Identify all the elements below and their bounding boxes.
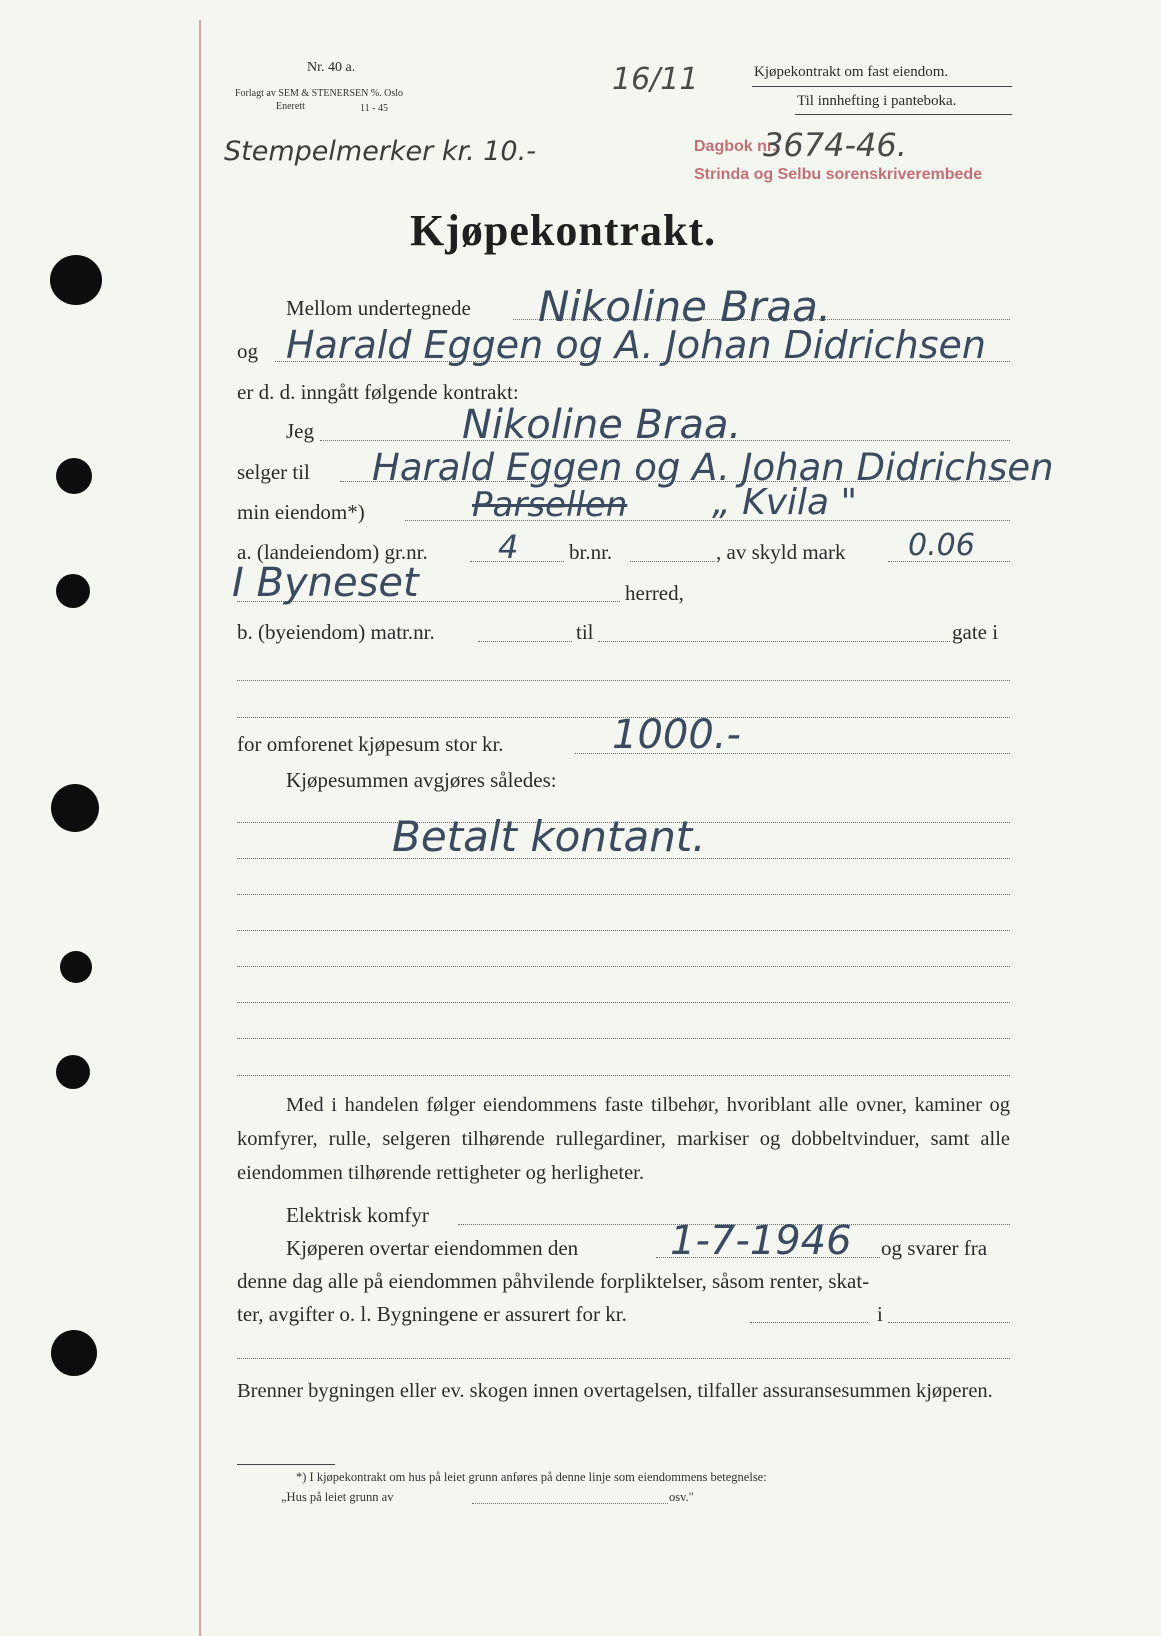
form-number: Nr. 40 a.	[307, 60, 356, 75]
blank-line	[237, 858, 1010, 859]
takeover-after: og svarer fra	[881, 1236, 988, 1260]
form-code: 11 - 45	[360, 103, 388, 114]
tax-label: , av skyld mark	[716, 540, 846, 564]
form-sub-rule	[795, 114, 1012, 115]
contract-line: er d. d. inngått følgende kontrakt:	[237, 380, 519, 404]
footnote-line2-end: osv."	[669, 1490, 694, 1504]
form-sub: Til innhefting i panteboka.	[797, 93, 957, 109]
footnote-line1: *) I kjøpekontrakt om hus på leiet grunn anføres på denne linje som eiendommens betegnelse:	[296, 1470, 767, 1484]
footnote-line2-start: „Hus på leiet grunn av	[281, 1490, 394, 1504]
blank-line	[237, 1075, 1010, 1076]
takeover-date: 1-7-1946	[670, 1218, 852, 1264]
stamp-duty-note: Stempelmerker kr. 10.-	[224, 136, 536, 167]
buyers-name: Harald Eggen og A. Johan Didrichsen	[286, 323, 986, 367]
obligations-line2: ter, avgifter o. l. Bygningene er assurert for kr.	[237, 1302, 627, 1326]
bnr-line	[630, 561, 715, 562]
property-value: „ Kvila "	[712, 482, 858, 523]
i-label: Jeg	[286, 419, 314, 443]
punch-hole	[56, 458, 92, 494]
footnote-rule	[237, 1464, 335, 1465]
gate-label: gate i	[952, 620, 999, 644]
punch-hole	[51, 784, 99, 832]
punch-hole	[50, 255, 102, 305]
insurance-place-line	[888, 1322, 1010, 1323]
blank-line	[237, 930, 1010, 931]
sell-to-value: Harald Eggen og A. Johan Didrichsen	[372, 446, 1054, 489]
form-exclusive: Enerett	[276, 101, 305, 112]
between-label: Mellom undertegnede	[286, 296, 471, 320]
dagbok-number: 3674-46.	[763, 126, 907, 164]
form-name: Kjøpekontrakt om fast eiendom.	[754, 64, 949, 80]
payment-label: Kjøpesummen avgjøres således:	[286, 768, 557, 792]
sell-to-label: selger til	[237, 460, 310, 484]
seller-name: Nikoline Braa.	[538, 282, 832, 331]
rural-label: a. (landeiendom) gr.nr.	[237, 540, 428, 564]
punch-hole	[60, 951, 92, 983]
bnr-label: br.nr.	[569, 540, 613, 564]
herred-label: herred,	[625, 581, 684, 605]
municipality-value: I Byneset	[232, 560, 419, 606]
form-publisher: Forlagt av SEM & STENERSEN %. Oslo	[235, 88, 404, 99]
dagbok-stamp-label: Dagbok nr.	[694, 138, 777, 155]
court-office-stamp: Strinda og Selbu sorenskriverembede	[694, 166, 983, 183]
obligations-line1: denne dag alle på eiendommen påhvilende forpliktelser, såsom renter, skat-	[237, 1269, 870, 1293]
tax-value: 0.06	[908, 528, 975, 563]
obligations-i: i	[877, 1302, 883, 1326]
punch-hole	[56, 1055, 90, 1089]
i-value: Nikoline Braa.	[462, 402, 742, 448]
property-label: min eiendom*)	[237, 500, 365, 524]
margin-line	[199, 20, 201, 1636]
blank-line	[237, 966, 1010, 967]
takeover-label: Kjøperen overtar eiendommen den	[286, 1236, 579, 1260]
til-label: til	[576, 620, 594, 644]
footnote-line	[472, 1503, 668, 1504]
payment-value: Betalt kontant.	[392, 812, 706, 861]
punch-hole	[51, 1330, 97, 1376]
stove-label: Elektrisk komfyr	[286, 1203, 429, 1227]
fire-paragraph: Brenner bygningen eller ev. skogen innen overtagelsen, tilfaller assuransesummen kjøperen.	[237, 1380, 993, 1402]
accessories-paragraph: Med i handelen følger eiendommens faste tilbehør, hvoriblant alle ovner, kaminer og komfyrer, rulle, selgeren tilhørende rullegardiner, markiser og dobbeltvinduer, samt alle eiendommen tilhørende rettigheter og herligheter.	[237, 1094, 1010, 1184]
urban-label: b. (byeiendom) matr.nr.	[237, 620, 435, 644]
street-line	[598, 641, 950, 642]
matr-line	[478, 641, 572, 642]
date-note: 16/11	[612, 62, 699, 97]
property-struck: Parsellen	[472, 485, 628, 525]
blank-line	[237, 1038, 1010, 1039]
price-label: for omforenet kjøpesum stor kr.	[237, 732, 504, 756]
price-value: 1000.-	[612, 712, 741, 758]
and-label: og	[237, 339, 258, 363]
blank-line	[237, 894, 1010, 895]
form-name-rule	[752, 86, 1012, 87]
insurance-line	[750, 1322, 868, 1323]
blank-line	[237, 680, 1010, 681]
blank-line	[237, 1358, 1010, 1359]
document-title: Kjøpekontrakt.	[410, 206, 717, 255]
punch-hole	[56, 574, 90, 608]
blank-line	[237, 1002, 1010, 1003]
gnr-value: 4	[498, 528, 519, 566]
